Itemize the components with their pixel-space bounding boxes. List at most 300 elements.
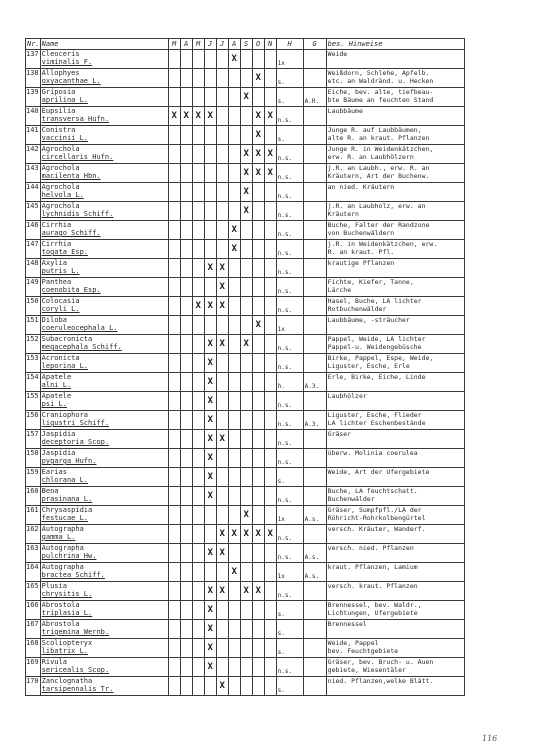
species-name: [40, 373, 168, 392]
month-cell: [168, 487, 180, 506]
genus-name: Jaspidia: [41, 430, 76, 438]
month-cell: [252, 601, 264, 620]
table-row: [26, 544, 465, 563]
note-line: Junge R. auf Laubbäumen,: [327, 126, 422, 134]
month-cell: [168, 354, 180, 373]
frequency-value: n.s.: [276, 582, 303, 601]
species-name: [40, 354, 168, 373]
month-cell: [240, 335, 252, 354]
month-cell: [216, 183, 228, 202]
species-number: 158: [26, 449, 41, 468]
species-epithet: trigemina Wernb.: [41, 628, 110, 636]
species-number: 160: [26, 487, 41, 506]
status-value: [303, 69, 326, 88]
status-value: [303, 221, 326, 240]
month-cell: [240, 145, 252, 164]
species-number: 150: [26, 297, 41, 316]
month-cell: [240, 601, 252, 620]
month-cell: [228, 278, 240, 297]
genus-name: Colocasia: [41, 297, 80, 305]
month-cell: [168, 430, 180, 449]
month-cell: [180, 107, 192, 126]
species-epithet: lychnidis Schiff.: [41, 210, 114, 218]
occurrence-mark: X: [183, 111, 189, 121]
month-cell: [204, 88, 216, 107]
month-cell: [192, 240, 204, 259]
month-cell: [180, 639, 192, 658]
species-number: 161: [26, 506, 41, 525]
table-row: [26, 430, 465, 449]
month-cell: [228, 677, 240, 696]
species-name: [40, 240, 168, 259]
month-cell: [204, 487, 216, 506]
genus-name: Agrochola: [41, 183, 80, 191]
month-cell: [216, 658, 228, 677]
month-cell: [216, 487, 228, 506]
species-epithet: chlorana L.: [41, 476, 89, 484]
frequency-value: n.s.: [276, 164, 303, 183]
species-epithet: coeruleocephala L.: [41, 324, 118, 332]
species-number: 165: [26, 582, 41, 601]
header-month: M: [168, 39, 180, 50]
month-cell: [192, 430, 204, 449]
genus-name: Abrostola: [41, 601, 80, 609]
month-cell: [204, 221, 216, 240]
note-line: Lärche: [327, 286, 352, 294]
notes-cell: [326, 259, 464, 278]
month-cell: [180, 620, 192, 639]
genus-name: Acronicta: [41, 354, 80, 362]
month-cell: [180, 259, 192, 278]
month-cell: [168, 50, 180, 69]
occurrence-mark: X: [207, 111, 213, 121]
table-row: [26, 297, 465, 316]
month-cell: [168, 411, 180, 430]
month-cell: [168, 240, 180, 259]
species-number: 151: [26, 316, 41, 335]
month-cell: [252, 278, 264, 297]
month-cell: [192, 164, 204, 183]
species-name: [40, 221, 168, 240]
frequency-value: n.s.: [276, 259, 303, 278]
month-cell: [228, 69, 240, 88]
month-cell: [216, 316, 228, 335]
occurrence-mark: X: [243, 586, 249, 596]
month-cell: [168, 202, 180, 221]
month-cell: [180, 563, 192, 582]
frequency-value: n.s.: [276, 183, 303, 202]
month-cell: [252, 525, 264, 544]
occurrence-mark: X: [255, 149, 261, 159]
month-cell: [264, 316, 276, 335]
status-value: [303, 107, 326, 126]
species-number: 155: [26, 392, 41, 411]
month-cell: [264, 50, 276, 69]
status-value: [303, 354, 326, 373]
note-line: Fichte, Kiefer, Tanne,: [327, 278, 414, 286]
month-cell: [228, 506, 240, 525]
species-name: [40, 468, 168, 487]
note-line: Laubbäume: [327, 107, 363, 115]
month-cell: [180, 126, 192, 145]
occurrence-mark: X: [243, 168, 249, 178]
month-cell: [228, 601, 240, 620]
month-cell: [216, 449, 228, 468]
occurrence-mark: X: [219, 263, 225, 273]
month-cell: [240, 221, 252, 240]
note-line: Weide, Art der Ufergebiete: [327, 468, 430, 476]
genus-name: Craniophora: [41, 411, 89, 419]
month-cell: [228, 221, 240, 240]
genus-name: Conistra: [41, 126, 76, 134]
species-name: [40, 50, 168, 69]
month-cell: [180, 354, 192, 373]
table-row: [26, 69, 465, 88]
occurrence-mark: X: [243, 187, 249, 197]
status-value: [303, 468, 326, 487]
month-cell: [192, 107, 204, 126]
occurrence-mark: X: [207, 377, 213, 387]
notes-cell: [326, 582, 464, 601]
frequency-value: s.: [276, 639, 303, 658]
species-epithet: transversa Hufn.: [41, 115, 110, 123]
frequency-value: 1x: [276, 563, 303, 582]
month-cell: [192, 278, 204, 297]
genus-name: Autographa: [41, 563, 84, 571]
occurrence-mark: X: [255, 130, 261, 140]
month-cell: [168, 525, 180, 544]
occurrence-mark: X: [207, 339, 213, 349]
month-cell: [192, 297, 204, 316]
status-value: [303, 335, 326, 354]
month-cell: [228, 373, 240, 392]
frequency-value: n.s.: [276, 240, 303, 259]
occurrence-mark: X: [207, 453, 213, 463]
species-number: 137: [26, 50, 41, 69]
frequency-value: 1x: [276, 50, 303, 69]
species-epithet: macilenta Hbn.: [41, 172, 101, 180]
notes-cell: [326, 88, 464, 107]
species-epithet: coryli L.: [41, 305, 80, 313]
occurrence-mark: X: [243, 149, 249, 159]
status-value: [303, 658, 326, 677]
month-cell: [192, 221, 204, 240]
month-cell: [264, 487, 276, 506]
occurrence-mark: X: [207, 643, 213, 653]
genus-name: Bena: [41, 487, 59, 495]
month-cell: [216, 107, 228, 126]
species-name: [40, 563, 168, 582]
occurrence-mark: X: [219, 434, 225, 444]
month-cell: [180, 373, 192, 392]
month-cell: [252, 487, 264, 506]
month-cell: [168, 582, 180, 601]
month-cell: [204, 69, 216, 88]
month-cell: [216, 373, 228, 392]
frequency-value: n.s.: [276, 525, 303, 544]
genus-name: Panthea: [41, 278, 72, 286]
month-cell: [180, 430, 192, 449]
notes-cell: [326, 525, 464, 544]
month-cell: [264, 278, 276, 297]
month-cell: [204, 50, 216, 69]
species-name: [40, 392, 168, 411]
month-cell: [240, 544, 252, 563]
month-cell: [180, 50, 192, 69]
month-cell: [240, 563, 252, 582]
month-cell: [192, 468, 204, 487]
month-cell: [228, 126, 240, 145]
frequency-value: n.s.: [276, 411, 303, 430]
notes-cell: [326, 373, 464, 392]
month-cell: [240, 620, 252, 639]
month-cell: [228, 563, 240, 582]
genus-name: Cirrhia: [41, 240, 72, 248]
status-value: [303, 639, 326, 658]
genus-name: Cirrhia: [41, 221, 72, 229]
month-cell: [192, 126, 204, 145]
occurrence-mark: X: [255, 73, 261, 83]
table-row: [26, 506, 465, 525]
occurrence-mark: X: [231, 54, 237, 64]
month-cell: [252, 202, 264, 221]
occurrence-mark: X: [207, 396, 213, 406]
species-name: [40, 677, 168, 696]
month-cell: [204, 335, 216, 354]
month-cell: [192, 259, 204, 278]
month-cell: [240, 354, 252, 373]
status-value: [303, 430, 326, 449]
month-cell: [240, 202, 252, 221]
month-cell: [216, 354, 228, 373]
note-line: versch. Kräuter, Wanderf.: [327, 525, 426, 533]
note-line: versch. nied. Pflanzen: [327, 544, 414, 552]
month-cell: [252, 506, 264, 525]
note-line: Buche, LA feuchtschatt.: [327, 487, 418, 495]
status-value: [303, 183, 326, 202]
note-line: j.R. in Weidenkätzchen, erw.: [327, 240, 438, 248]
species-epithet: bractea Schiff.: [41, 571, 105, 579]
species-name: [40, 145, 168, 164]
genus-name: Subacronicta: [41, 335, 93, 343]
genus-name: Allophyes: [41, 69, 80, 77]
genus-name: Axylia: [41, 259, 67, 267]
table-row: [26, 392, 465, 411]
header-g: G: [303, 39, 326, 50]
species-number: 145: [26, 202, 41, 221]
month-cell: [264, 544, 276, 563]
table-row: [26, 411, 465, 430]
month-cell: [240, 411, 252, 430]
notes-cell: [326, 468, 464, 487]
month-cell: [228, 411, 240, 430]
species-name: [40, 658, 168, 677]
month-cell: [180, 677, 192, 696]
table-row: [26, 620, 465, 639]
table-row: [26, 449, 465, 468]
status-value: A.s.: [303, 506, 326, 525]
species-number: 156: [26, 411, 41, 430]
month-cell: [204, 620, 216, 639]
month-cell: [204, 582, 216, 601]
table-row: [26, 164, 465, 183]
month-cell: [216, 50, 228, 69]
status-value: A.R.: [303, 88, 326, 107]
month-cell: [168, 259, 180, 278]
frequency-value: s.: [276, 126, 303, 145]
note-line: Gräser, bev. Bruch- u. Auen: [327, 658, 434, 666]
month-cell: [204, 126, 216, 145]
table-row: [26, 183, 465, 202]
month-cell: [192, 202, 204, 221]
frequency-value: n.s.: [276, 107, 303, 126]
species-number: 157: [26, 430, 41, 449]
month-cell: [180, 183, 192, 202]
species-epithet: libatrix L.: [41, 647, 89, 655]
occurrence-mark: X: [243, 92, 249, 102]
frequency-value: s.: [276, 677, 303, 696]
species-name: [40, 88, 168, 107]
table-row: [26, 525, 465, 544]
species-epithet: megacephala Schiff.: [41, 343, 122, 351]
month-cell: [168, 297, 180, 316]
table-body: [26, 50, 465, 696]
month-cell: [168, 145, 180, 164]
month-cell: [240, 183, 252, 202]
month-cell: [204, 525, 216, 544]
frequency-value: s.: [276, 601, 303, 620]
month-cell: [264, 164, 276, 183]
species-epithet: circellaris Hufn.: [41, 153, 114, 161]
status-value: [303, 525, 326, 544]
status-value: [303, 392, 326, 411]
genus-name: Cleoceris: [41, 50, 80, 58]
month-cell: [252, 582, 264, 601]
species-number: 142: [26, 145, 41, 164]
status-value: [303, 126, 326, 145]
month-cell: [192, 145, 204, 164]
month-cell: [192, 525, 204, 544]
month-cell: [168, 373, 180, 392]
month-cell: [168, 126, 180, 145]
genus-name: Agrochola: [41, 164, 80, 172]
month-cell: [264, 107, 276, 126]
month-cell: [252, 126, 264, 145]
month-cell: [264, 297, 276, 316]
status-value: A.3.: [303, 411, 326, 430]
frequency-value: n.s.: [276, 449, 303, 468]
month-cell: [240, 525, 252, 544]
month-cell: [264, 202, 276, 221]
notes-cell: [326, 145, 464, 164]
month-cell: [216, 221, 228, 240]
notes-cell: [326, 449, 464, 468]
status-value: [303, 487, 326, 506]
frequency-value: n.s.: [276, 221, 303, 240]
status-value: [303, 316, 326, 335]
species-number: 154: [26, 373, 41, 392]
month-cell: [240, 69, 252, 88]
occurrence-mark: X: [219, 282, 225, 292]
table-row: [26, 202, 465, 221]
status-value: [303, 582, 326, 601]
genus-name: Scoliopteryx: [41, 639, 93, 647]
occurrence-mark: X: [207, 301, 213, 311]
month-cell: [228, 525, 240, 544]
frequency-value: n.s.: [276, 487, 303, 506]
month-cell: [216, 582, 228, 601]
occurrence-mark: X: [207, 358, 213, 368]
month-cell: [168, 278, 180, 297]
month-cell: [252, 563, 264, 582]
species-epithet: tarsipennalis Tr.: [41, 685, 114, 693]
month-cell: [180, 316, 192, 335]
genus-name: Earias: [41, 468, 67, 476]
note-line: Buchenwälder: [327, 495, 375, 503]
month-cell: [216, 430, 228, 449]
species-epithet: triplasia L.: [41, 609, 93, 617]
month-cell: [228, 240, 240, 259]
note-line: Liguster, Esche, Flieder: [327, 411, 422, 419]
notes-cell: [326, 563, 464, 582]
month-cell: [240, 487, 252, 506]
occurrence-mark: X: [219, 548, 225, 558]
table-row: [26, 316, 465, 335]
table-row: [26, 278, 465, 297]
month-cell: [240, 582, 252, 601]
occurrence-mark: X: [207, 434, 213, 444]
month-cell: [252, 50, 264, 69]
species-number: 164: [26, 563, 41, 582]
month-cell: [180, 335, 192, 354]
table-row: [26, 259, 465, 278]
month-cell: [192, 582, 204, 601]
month-cell: [252, 107, 264, 126]
month-cell: [216, 297, 228, 316]
month-cell: [228, 88, 240, 107]
species-name: [40, 544, 168, 563]
month-cell: [252, 658, 264, 677]
header-notes: bes. Hinweise: [326, 39, 464, 50]
month-cell: [228, 430, 240, 449]
table-row: [26, 50, 465, 69]
species-name: [40, 69, 168, 88]
genus-name: Jaspidia: [41, 449, 76, 457]
month-cell: [264, 468, 276, 487]
table-row: [26, 468, 465, 487]
month-cell: [192, 411, 204, 430]
month-cell: [252, 69, 264, 88]
genus-name: Abrostola: [41, 620, 80, 628]
month-cell: [240, 506, 252, 525]
occurrence-mark: X: [243, 529, 249, 539]
occurrence-mark: X: [267, 111, 273, 121]
note-line: Brennessel, bev. Waldr.,: [327, 601, 422, 609]
month-cell: [216, 639, 228, 658]
month-cell: [240, 259, 252, 278]
month-cell: [180, 164, 192, 183]
species-name: [40, 620, 168, 639]
month-cell: [252, 411, 264, 430]
frequency-value: n.s.: [276, 145, 303, 164]
month-cell: [180, 297, 192, 316]
frequency-value: s.: [276, 620, 303, 639]
species-name: [40, 202, 168, 221]
species-epithet: prasinana L.: [41, 495, 93, 503]
occurrence-mark: X: [207, 586, 213, 596]
notes-cell: [326, 107, 464, 126]
genus-name: Diloba: [41, 316, 67, 324]
